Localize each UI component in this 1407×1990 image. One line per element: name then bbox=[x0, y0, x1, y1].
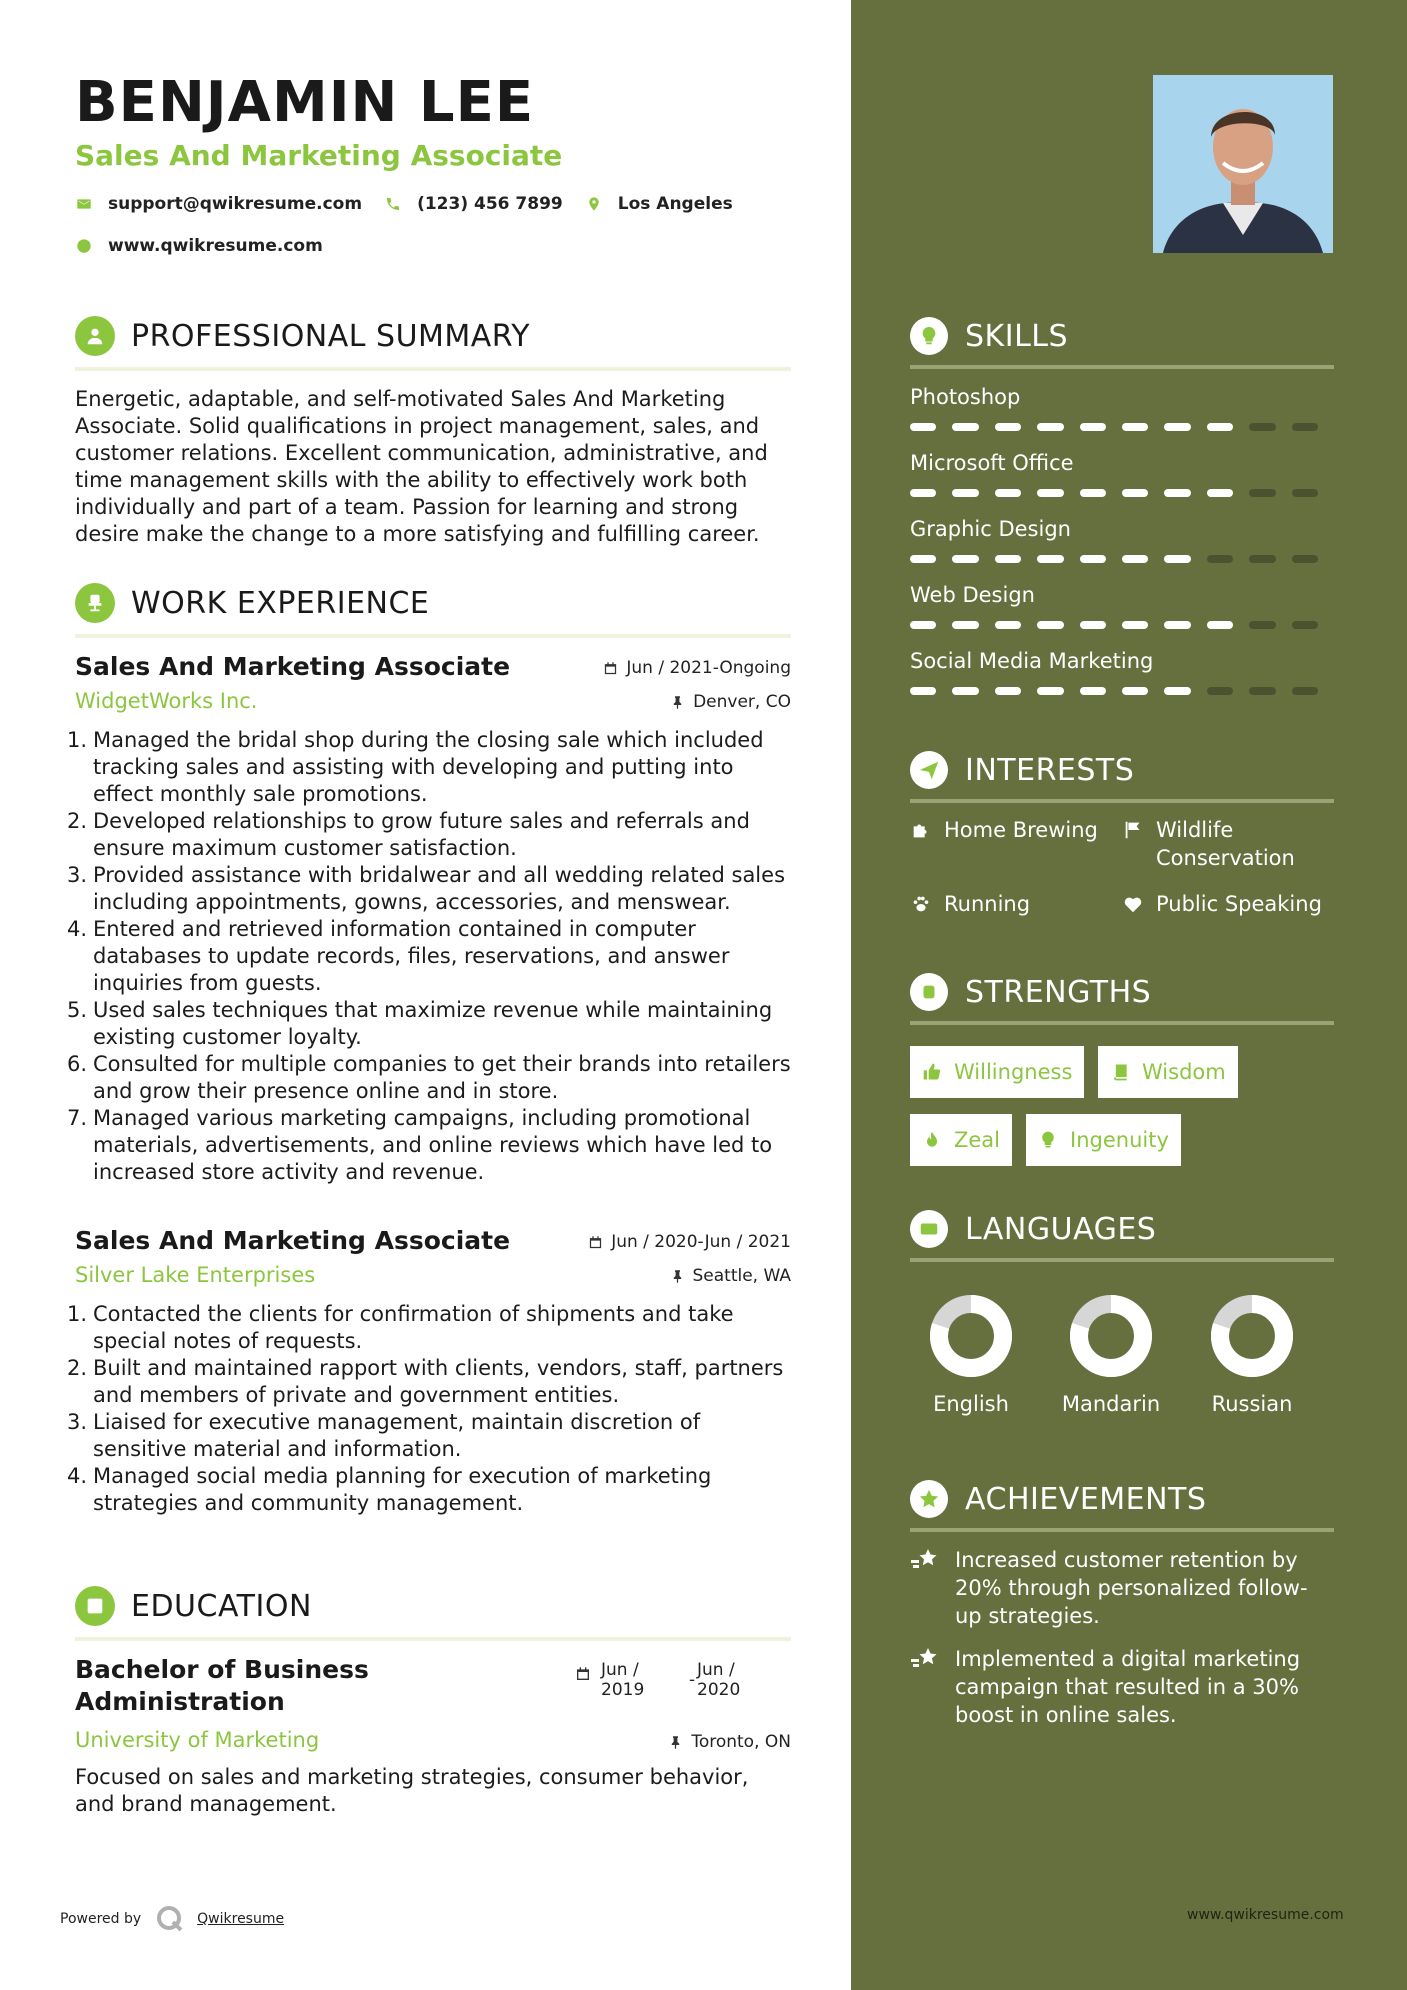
strengths-section bbox=[910, 969, 1334, 1025]
achievement-text: Implemented a digital marketing campaign that resulted in a 30% boost in online sales. bbox=[955, 1647, 1301, 1727]
interest-label: Public Speaking bbox=[1156, 892, 1322, 916]
skill-dash bbox=[995, 423, 1021, 431]
skill-dash bbox=[1164, 687, 1190, 695]
strength-label: Willingness bbox=[954, 1060, 1073, 1084]
skill-dash bbox=[1292, 555, 1318, 563]
skill-dash bbox=[910, 489, 936, 497]
calendar-icon bbox=[575, 1666, 591, 1686]
skill-name: Web Design bbox=[910, 583, 1035, 607]
skill-dash bbox=[1207, 687, 1233, 695]
job-date bbox=[588, 1232, 791, 1252]
job-entry bbox=[67, 1226, 791, 1517]
qwikresume-link[interactable]: Qwikresume bbox=[197, 1911, 285, 1927]
skill-dash bbox=[1080, 423, 1106, 431]
language-name: Mandarin bbox=[1061, 1392, 1161, 1416]
skill-name: Microsoft Office bbox=[910, 451, 1074, 475]
list-item: 3. Provided assistance with bridalwear and all wedding related sales including appointments, gowns, accessories, and menswear. bbox=[67, 863, 786, 914]
language-item bbox=[911, 1294, 1031, 1416]
job-date-text: Jun / 2020-Jun / 2021 bbox=[611, 1232, 791, 1252]
section-divider bbox=[910, 365, 1334, 369]
strength-label: Zeal bbox=[954, 1128, 1001, 1152]
section-divider bbox=[910, 1258, 1334, 1262]
interests-section bbox=[910, 747, 1334, 803]
candidate-title: Sales And Marketing Associate bbox=[75, 139, 563, 172]
flag-icon bbox=[1122, 819, 1144, 841]
skill-dash bbox=[1207, 423, 1233, 431]
list-item: 2. Developed relationships to grow future sales and referrals and ensure maximum customer satisfaction. bbox=[67, 809, 750, 860]
qwikresume-logo-icon bbox=[155, 1904, 185, 1934]
interest-label: Running bbox=[944, 892, 1031, 916]
achievements-section bbox=[910, 1476, 1334, 1532]
skill-dash bbox=[1122, 423, 1148, 431]
strength-label: Ingenuity bbox=[1070, 1128, 1169, 1152]
skill-dash bbox=[910, 621, 936, 629]
paper-plane-icon bbox=[910, 751, 948, 789]
job-title: Sales And Marketing Associate bbox=[75, 1226, 511, 1255]
interest-item bbox=[1122, 890, 1322, 918]
contact-email[interactable]: support@qwikresume.com bbox=[108, 194, 363, 214]
pushpin-icon bbox=[668, 1735, 683, 1750]
candidate-name: BENJAMIN LEE bbox=[75, 70, 535, 135]
section-divider bbox=[910, 1021, 1334, 1025]
language-name: English bbox=[933, 1392, 1009, 1416]
skill-level-bar bbox=[910, 555, 1334, 563]
website-row bbox=[75, 236, 345, 256]
skill-dash bbox=[952, 555, 978, 563]
graduate-icon bbox=[75, 1586, 115, 1626]
interest-item bbox=[1122, 816, 1322, 872]
job-date-text: Jun / 2021-Ongoing bbox=[626, 658, 791, 678]
skill-dash bbox=[1164, 621, 1190, 629]
profile-photo bbox=[1153, 75, 1333, 253]
heartbeat-icon bbox=[1122, 893, 1144, 915]
skill-dash bbox=[910, 555, 936, 563]
pushpin-icon bbox=[670, 1269, 685, 1284]
section-divider bbox=[75, 1637, 791, 1641]
education-date-end: Jun / 2020 bbox=[697, 1660, 741, 1700]
thumbs-up-icon bbox=[922, 1062, 942, 1082]
list-item: 2. Built and maintained rapport with clients, vendors, staff, partners and members of private and government entities. bbox=[67, 1356, 784, 1407]
job-title: Sales And Marketing Associate bbox=[75, 652, 511, 681]
strengths-heading: STRENGTHS bbox=[965, 974, 1152, 1010]
skill-item bbox=[910, 649, 1334, 695]
interest-item bbox=[910, 890, 1030, 918]
education-degree: Bachelor of Business Administration bbox=[75, 1655, 369, 1716]
skill-dash bbox=[1164, 555, 1190, 563]
strength-tag bbox=[910, 1114, 1012, 1166]
interest-label: Home Brewing bbox=[944, 818, 1098, 842]
contact-website[interactable]: www.qwikresume.com bbox=[108, 236, 323, 256]
summary-heading: PROFESSIONAL SUMMARY bbox=[131, 318, 531, 354]
skill-name: Social Media Marketing bbox=[910, 649, 1154, 673]
skill-dash bbox=[1037, 423, 1063, 431]
user-icon bbox=[75, 316, 115, 356]
skill-dash bbox=[1249, 489, 1275, 497]
summary-section bbox=[75, 313, 791, 371]
lightbulb-icon bbox=[1038, 1130, 1058, 1150]
skill-dash bbox=[1249, 621, 1275, 629]
envelope-icon bbox=[75, 195, 93, 213]
interests-heading: INTERESTS bbox=[965, 752, 1135, 788]
skill-dash bbox=[1164, 489, 1190, 497]
skill-dash bbox=[1292, 489, 1318, 497]
calendar-icon bbox=[588, 1235, 603, 1250]
list-item: 4. Managed social media planning for execution of marketing strategies and community management. bbox=[67, 1464, 712, 1515]
skill-name: Graphic Design bbox=[910, 517, 1071, 541]
skill-item bbox=[910, 517, 1334, 563]
strength-tag bbox=[910, 1046, 1084, 1098]
list-item: 1. Contacted the clients for confirmation of shipments and take special notes of requests. bbox=[67, 1302, 734, 1353]
education-heading: EDUCATION bbox=[131, 1588, 312, 1624]
skill-dash bbox=[952, 423, 978, 431]
skill-dash bbox=[1249, 555, 1275, 563]
interest-label: Wildlife Conservation bbox=[1156, 818, 1295, 870]
skill-level-bar bbox=[910, 423, 1334, 431]
education-location-text: Toronto, ON bbox=[691, 1732, 791, 1752]
skill-dash bbox=[952, 621, 978, 629]
skill-name: Photoshop bbox=[910, 385, 1021, 409]
job-location bbox=[670, 692, 791, 712]
experience-section bbox=[75, 580, 791, 638]
section-divider bbox=[75, 367, 791, 371]
job-company: WidgetWorks Inc. bbox=[75, 689, 258, 713]
skill-dash bbox=[1207, 555, 1233, 563]
education-section bbox=[75, 1583, 791, 1641]
skill-item bbox=[910, 451, 1334, 497]
languages-section bbox=[910, 1206, 1334, 1262]
achievement-text: Increased customer retention by 20% through personalized follow-up strategies. bbox=[955, 1548, 1308, 1628]
skill-dash bbox=[1292, 687, 1318, 695]
section-divider bbox=[910, 1528, 1334, 1532]
achievements-heading: ACHIEVEMENTS bbox=[965, 1481, 1207, 1517]
job-location-text: Seattle, WA bbox=[692, 1266, 791, 1286]
skill-dash bbox=[952, 687, 978, 695]
job-bullets bbox=[67, 727, 791, 1186]
language-donut bbox=[929, 1294, 1013, 1378]
job-location bbox=[670, 1266, 792, 1286]
job-company: Silver Lake Enterprises bbox=[75, 1263, 316, 1287]
language-donut bbox=[1069, 1294, 1153, 1378]
achievement-item bbox=[910, 1645, 1334, 1729]
skill-dash bbox=[1080, 621, 1106, 629]
skill-dash bbox=[1037, 687, 1063, 695]
skill-dash bbox=[1249, 423, 1275, 431]
skill-dash bbox=[1080, 555, 1106, 563]
skill-item bbox=[910, 385, 1334, 431]
education-date-separator: - bbox=[689, 1670, 696, 1690]
contact-row bbox=[75, 194, 755, 214]
skill-dash bbox=[952, 489, 978, 497]
skill-dash bbox=[1122, 621, 1148, 629]
globe-icon bbox=[75, 237, 93, 255]
list-item: 5. Used sales techniques that maximize revenue while maintaining existing customer loyalty. bbox=[67, 998, 773, 1049]
contact-phone[interactable]: (123) 456 7899 bbox=[417, 194, 563, 214]
skill-level-bar bbox=[910, 687, 1334, 695]
skill-dash bbox=[1292, 423, 1318, 431]
strength-tag bbox=[1026, 1114, 1181, 1166]
section-divider bbox=[75, 634, 791, 638]
skill-dash bbox=[1249, 687, 1275, 695]
phone-icon bbox=[384, 195, 402, 213]
skill-dash bbox=[1037, 621, 1063, 629]
skill-dash bbox=[1122, 555, 1148, 563]
job-location-text: Denver, CO bbox=[693, 692, 791, 712]
job-date bbox=[603, 658, 791, 678]
education-description: Focused on sales and marketing strategies, consumer behavior, and brand management. bbox=[75, 1765, 749, 1816]
summary-text: Energetic, adaptable, and self-motivated Sales And Marketing Associate. Solid qualifications in project management, sales, and customer relations. Excellent communication, administrative, and time management skills with the ability to effectively work both individually and part of a team. Passion for learning and strong desire make the change to a more satisfying and fulfilling career. bbox=[75, 387, 768, 546]
book-icon bbox=[1110, 1062, 1130, 1082]
skill-dash bbox=[995, 687, 1021, 695]
pushpin-icon bbox=[670, 695, 685, 710]
star-hand-icon bbox=[910, 1480, 948, 1518]
powered-by bbox=[60, 1904, 284, 1934]
fist-icon bbox=[910, 973, 948, 1011]
skill-level-bar bbox=[910, 489, 1334, 497]
skill-dash bbox=[1080, 687, 1106, 695]
education-school: University of Marketing bbox=[75, 1728, 320, 1752]
job-bullets bbox=[67, 1301, 791, 1517]
star-hand-icon bbox=[910, 1548, 940, 1572]
map-pin-icon bbox=[585, 195, 603, 213]
skill-dash bbox=[1292, 621, 1318, 629]
office-chair-icon bbox=[75, 583, 115, 623]
languages-heading: LANGUAGES bbox=[965, 1211, 1157, 1247]
skill-dash bbox=[995, 555, 1021, 563]
contact-location: Los Angeles bbox=[617, 194, 733, 214]
list-item: 7. Managed various marketing campaigns, including promotional materials, advertisements, and online reviews which have led to increased store activity and revenue. bbox=[67, 1106, 773, 1184]
footer-website[interactable]: www.qwikresume.com bbox=[1187, 1907, 1344, 1923]
section-divider bbox=[910, 799, 1334, 803]
skill-dash bbox=[995, 489, 1021, 497]
language-donut bbox=[1210, 1294, 1294, 1378]
skill-dash bbox=[995, 621, 1021, 629]
language-name: Russian bbox=[1211, 1392, 1293, 1416]
skill-dash bbox=[1164, 423, 1190, 431]
star-hand-icon bbox=[910, 1647, 940, 1671]
list-item: 4. Entered and retrieved information contained in computer databases to update records, files, reservations, and answer inquiries from guests. bbox=[67, 917, 730, 995]
fire-icon bbox=[922, 1130, 942, 1150]
skill-dash bbox=[910, 423, 936, 431]
list-item: 6. Consulted for multiple companies to get their brands into retailers and grow their presence online and in store. bbox=[67, 1052, 791, 1103]
skill-item bbox=[910, 583, 1334, 629]
skills-heading: SKILLS bbox=[965, 318, 1069, 354]
skill-dash bbox=[910, 687, 936, 695]
powered-label: Powered by bbox=[60, 1911, 142, 1927]
interest-item bbox=[910, 816, 1098, 844]
education-entry bbox=[75, 1654, 791, 1818]
strength-label: Wisdom bbox=[1142, 1060, 1226, 1084]
skill-dash bbox=[1207, 489, 1233, 497]
skills-section bbox=[910, 313, 1334, 369]
lightbulb-icon bbox=[910, 317, 948, 355]
skill-level-bar bbox=[910, 621, 1334, 629]
paw-icon bbox=[910, 893, 932, 915]
strength-tag bbox=[1098, 1046, 1238, 1098]
skill-dash bbox=[1207, 621, 1233, 629]
experience-heading: WORK EXPERIENCE bbox=[131, 585, 430, 621]
language-icon bbox=[910, 1210, 948, 1248]
calendar-icon bbox=[603, 661, 618, 676]
list-item: 1. Managed the bridal shop during the closing sale which included tracking sales and assisting with developing and putting into effect monthly sale promotions. bbox=[67, 728, 764, 806]
list-item: 3. Liaised for executive management, maintain discretion of sensitive material and information. bbox=[67, 1410, 701, 1461]
skill-dash bbox=[1080, 489, 1106, 497]
language-item bbox=[1051, 1294, 1171, 1416]
skill-dash bbox=[1037, 489, 1063, 497]
education-location bbox=[668, 1732, 791, 1752]
education-date-start: Jun / 2019 bbox=[601, 1660, 645, 1700]
skill-dash bbox=[1037, 555, 1063, 563]
achievement-item bbox=[910, 1546, 1334, 1630]
job-entry bbox=[67, 652, 791, 1186]
skill-dash bbox=[1122, 489, 1148, 497]
language-item bbox=[1192, 1294, 1312, 1416]
puzzle-icon bbox=[910, 819, 932, 841]
skill-dash bbox=[1122, 687, 1148, 695]
